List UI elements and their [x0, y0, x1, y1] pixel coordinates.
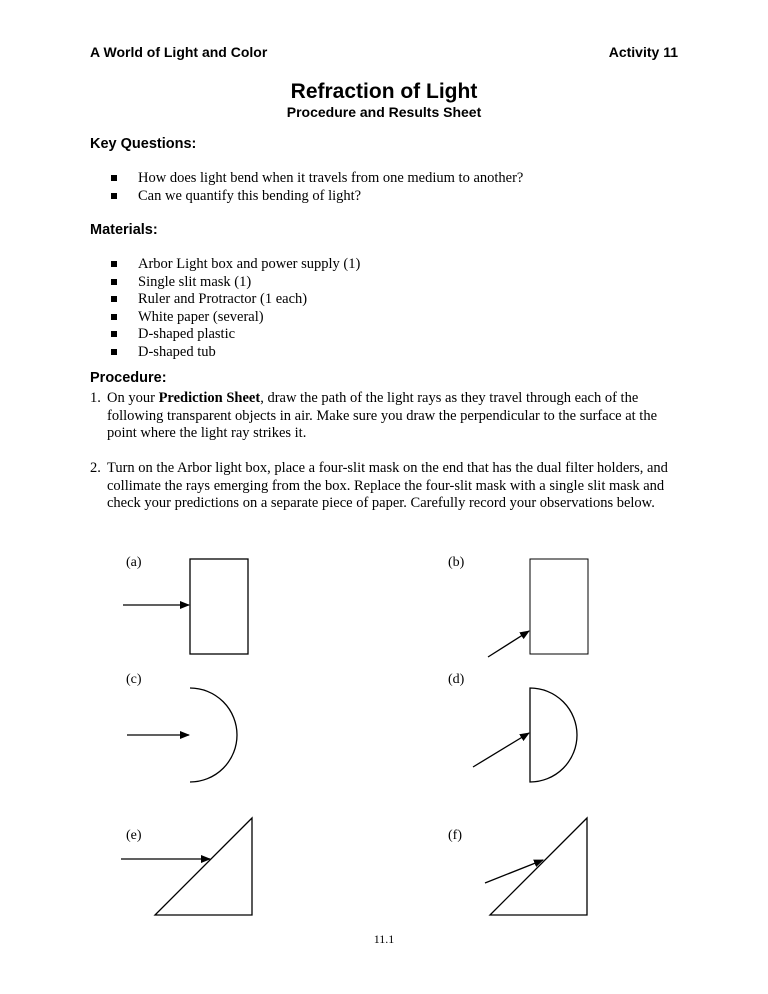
figure-f-triangle-prism — [485, 818, 587, 915]
figure-d-ray — [473, 733, 529, 767]
step-number: 2. — [90, 460, 101, 476]
list-item: How does light bend when it travels from one medium to another? — [110, 170, 523, 188]
list-item: White paper (several) — [110, 309, 360, 327]
figure-b-ray — [488, 631, 529, 657]
step-text: Turn on the Arbor light box, place a four-slit mask on the end that has the dual filter holders, and collimate the rays emerging from the box. Replace the four-slit mask with a single slit mask and check your predictions on a separate piece of paper. Carefully record your observations below. — [107, 460, 668, 511]
figure-d-d-shape — [473, 688, 577, 782]
list-item: Can we quantify this bending of light? — [110, 188, 523, 206]
figure-label-d: (d) — [448, 672, 465, 687]
header-left-title: A World of Light and Color — [90, 44, 268, 60]
page-title: Refraction of Light — [290, 80, 478, 103]
figure-label-c: (c) — [126, 672, 142, 687]
prediction-sheet-emphasis: Prediction Sheet — [158, 390, 261, 406]
step-text: On your Prediction Sheet, draw the path of the light rays as they travel through each of the following transparent objects in air. Make sure you draw the perpendicular to the surface at the point where the light ray strikes it. — [107, 390, 658, 441]
figure-b-rectangle-block — [488, 559, 588, 657]
figure-label-f: (f) — [448, 828, 462, 843]
header-activity-number: Activity 11 — [608, 44, 678, 60]
step-number: 1. — [90, 390, 101, 406]
page-subtitle: Procedure and Results Sheet — [286, 104, 482, 120]
list-item: Arbor Light box and power supply (1) — [110, 256, 360, 274]
procedure-heading: Procedure: — [90, 370, 167, 386]
list-item: Ruler and Protractor (1 each) — [110, 291, 360, 309]
figure-label-b: (b) — [448, 555, 465, 570]
key-questions-heading: Key Questions: — [90, 136, 197, 152]
page-number: 11.1 — [373, 932, 395, 946]
figure-e-triangle-prism — [121, 818, 252, 915]
list-item: Single slit mask (1) — [110, 274, 360, 292]
list-item: D-shaped plastic — [110, 326, 360, 344]
materials-heading: Materials: — [90, 222, 158, 238]
figure-label-e: (e) — [126, 828, 142, 843]
list-item: D-shaped tub — [110, 344, 360, 362]
figure-label-a: (a) — [126, 555, 142, 570]
figure-a-rectangle-block — [123, 559, 248, 654]
figure-c-semicircle — [127, 688, 237, 782]
